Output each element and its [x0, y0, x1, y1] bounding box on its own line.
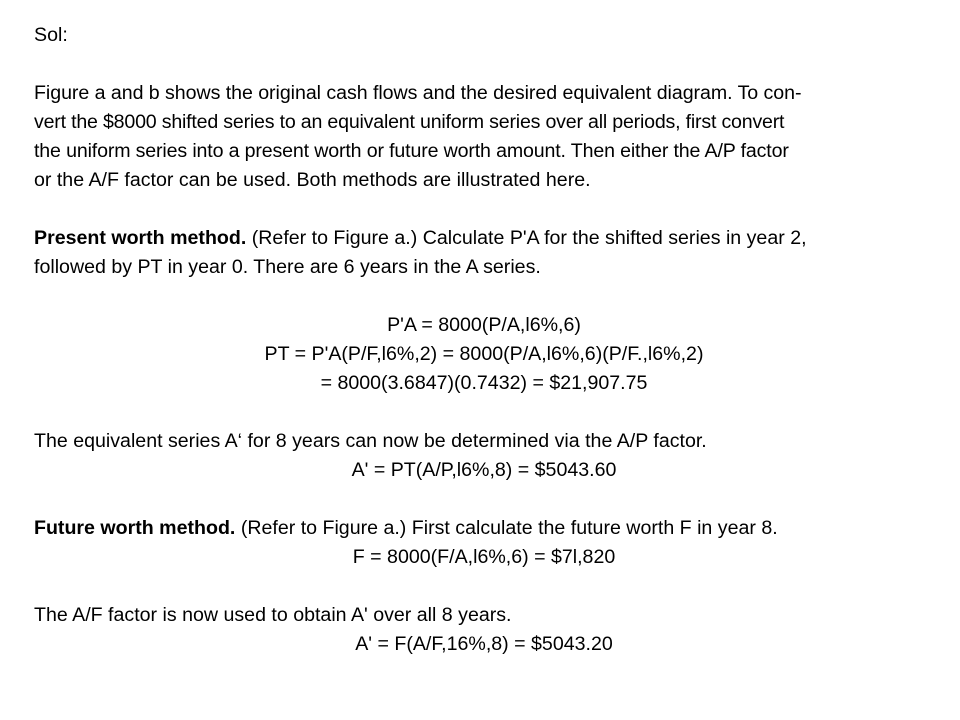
spacer — [34, 50, 934, 79]
present-worth-paragraph — [34, 224, 934, 282]
spacer — [34, 485, 934, 514]
equation-a-prime-af: A' = F(A/F,16%,8) = $5043.20 — [355, 633, 613, 655]
spacer — [34, 195, 934, 224]
intro-line: the uniform series into a present worth or future worth amount. Then either the A/P factor — [34, 140, 789, 162]
intro-paragraph — [34, 79, 934, 195]
equation-f: F = 8000(F/A,l6%,6) = $7l,820 — [352, 546, 616, 568]
af-factor-paragraph — [34, 601, 934, 659]
equivalent-series-text: The equivalent series A‘ for 8 years can now be determined via the A/P factor. — [34, 430, 707, 452]
present-worth-line-1 — [34, 224, 934, 253]
present-worth-text: (Refer to Figure a.) Calculate P'A for the shifted series in year 2, — [246, 227, 807, 249]
equation-pt-result: = 8000(3.6847)(0.7432) = $21,907.75 — [320, 372, 648, 394]
present-worth-line-2: followed by PT in year 0. There are 6 years in the A series. — [34, 256, 541, 278]
spacer — [34, 282, 934, 311]
spacer — [34, 572, 934, 601]
intro-line: Figure a and b shows the original cash flows and the desired equivalent diagram. To con- — [34, 82, 802, 104]
present-worth-equations — [34, 311, 934, 398]
equivalent-series-paragraph — [34, 427, 934, 485]
equation-pt: PT = P'A(P/F,l6%,2) = 8000(P/A,l6%,6)(P/F.,l6%,2) — [264, 343, 704, 365]
solution-heading: Sol: — [34, 24, 68, 46]
future-worth-line-1 — [34, 514, 934, 543]
present-worth-label: Present worth method. — [34, 227, 247, 249]
intro-line: vert the $8000 shifted series to an equivalent uniform series over all periods, first convert — [34, 111, 785, 133]
spacer — [34, 398, 934, 427]
equation-a-prime-ap: A' = PT(A/P,l6%,8) = $5043.60 — [351, 459, 617, 481]
intro-line: or the A/F factor can be used. Both methods are illustrated here. — [34, 169, 591, 191]
future-worth-label: Future worth method. — [34, 517, 236, 539]
af-factor-text: The A/F factor is now used to obtain A' over all 8 years. — [34, 604, 512, 626]
equation-pa: P'A = 8000(P/A,l6%,6) — [387, 314, 581, 336]
future-worth-text: (Refer to Figure a.) First calculate the future worth F in year 8. — [235, 517, 778, 539]
solution-document — [34, 21, 934, 659]
future-worth-paragraph — [34, 514, 934, 572]
